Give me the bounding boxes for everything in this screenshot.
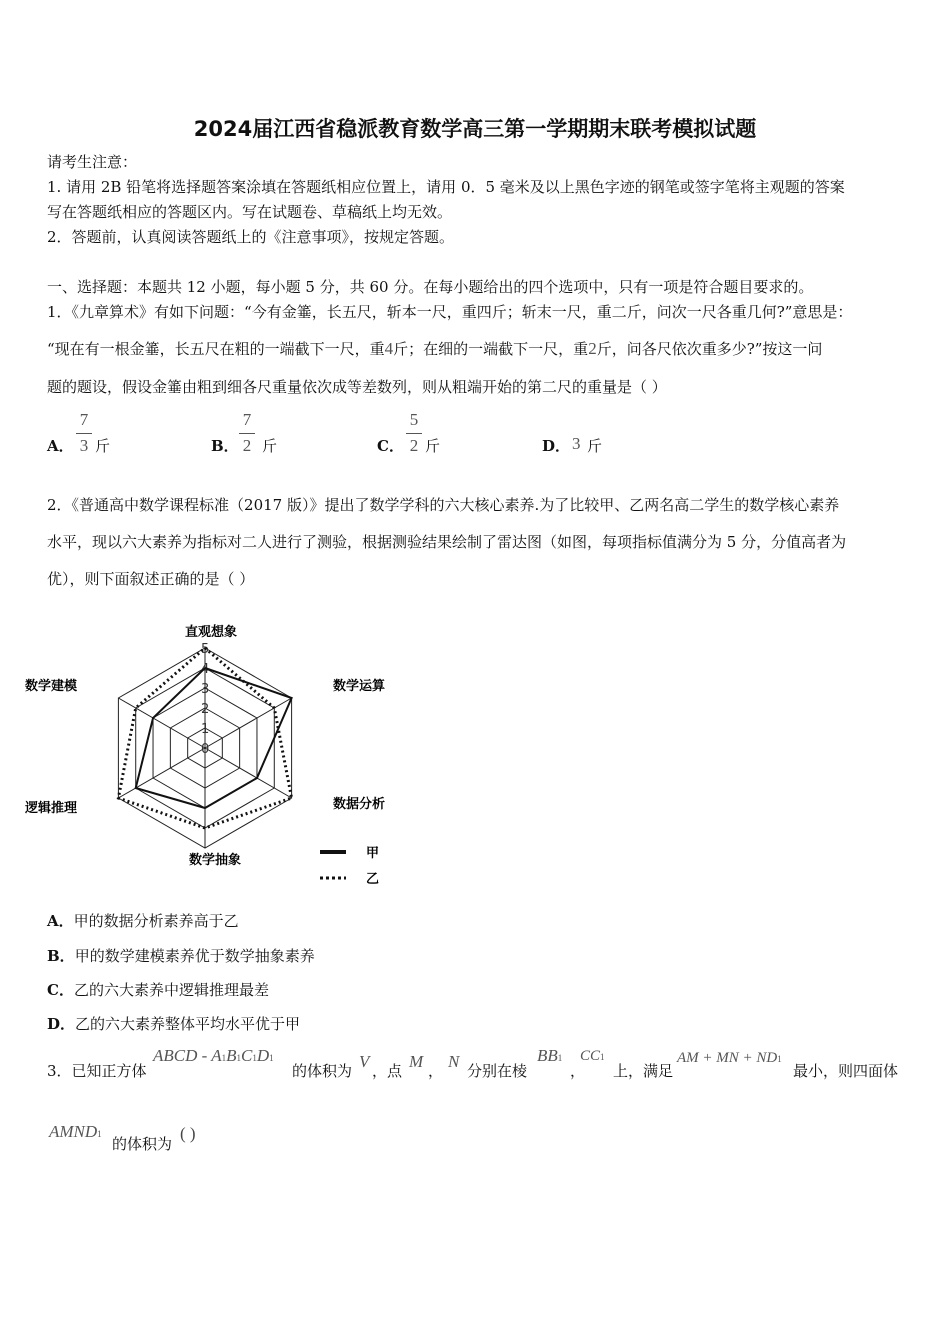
q3-text5: 最小，则四面体 bbox=[793, 1062, 899, 1080]
q3-sum-expression: AM + MN + ND1 bbox=[677, 1050, 782, 1066]
legend-label-yi: 乙 bbox=[366, 872, 380, 887]
radar-chart bbox=[24, 605, 390, 895]
q2-option-d[interactable]: D．乙的六大素养整体平均水平优于甲 bbox=[47, 1015, 301, 1033]
option-label: B． bbox=[211, 437, 239, 455]
tick-label: 3 bbox=[201, 682, 210, 697]
unit: 斤 bbox=[262, 437, 278, 455]
q2-line3: 优），则下面叙述正确的是（ ） bbox=[47, 570, 255, 588]
fraction-denominator: 3 bbox=[79, 436, 89, 455]
page-title: 2024届江西省稳派教育数学高三第一学期期末联考模拟试题 bbox=[193, 117, 757, 141]
legend-label-jia: 甲 bbox=[366, 846, 380, 861]
notice-item1-line2: 写在答题纸相应的答题区内。写在试题卷、草稿纸上均无效。 bbox=[47, 203, 453, 221]
notice-heading: 请考生注意： bbox=[47, 153, 138, 171]
q1-line2: “现在有一根金箠，长五尺在粗的一端截下一尺，重4斤；在细的一端截下一尺，重2斤，问各尺依次重多少?”按这一问 bbox=[47, 339, 823, 358]
fraction-bar bbox=[406, 433, 422, 434]
q3-var-m: M bbox=[409, 1052, 424, 1071]
series-jia bbox=[136, 668, 292, 808]
q1-line3: 题的题设，假设金箠由粗到细各尺重量依次成等差数列，则从粗端开始的第二尺的重量是（ ） bbox=[47, 378, 667, 396]
q3-comma2: ， bbox=[570, 1062, 586, 1080]
tick-label: 4 bbox=[201, 662, 210, 677]
axis-spoke bbox=[205, 698, 292, 748]
q2-line2: 水平，现以六大素养为指标对二人进行了测验，根据测验结果绘制了雷达图（如图，每项指标值满分为 5 分，分值高者为 bbox=[47, 533, 847, 551]
q3-text6: 的体积为 bbox=[112, 1135, 173, 1153]
tick-label: 5 bbox=[201, 642, 210, 657]
axis-label: 数据分析 bbox=[333, 797, 386, 812]
axis-label: 数学建模 bbox=[24, 679, 77, 694]
option-value: 3 bbox=[572, 434, 581, 453]
fraction-denominator: 2 bbox=[242, 436, 252, 455]
unit: 斤 bbox=[587, 437, 603, 455]
q3-comma: ， bbox=[428, 1062, 444, 1080]
q3-var-v: V bbox=[359, 1052, 370, 1071]
tick-label: 1 bbox=[201, 722, 210, 737]
axis-spoke bbox=[118, 698, 205, 748]
q3-prefix: 3．已知正方体 bbox=[47, 1062, 147, 1080]
fraction-numerator: 7 bbox=[79, 410, 89, 429]
q2-option-b[interactable]: B．甲的数学建模素养优于数学抽象素养 bbox=[47, 947, 315, 965]
option-label: C． bbox=[377, 437, 404, 455]
q2-line1: 2．《普通高中数学课程标准（2017 版）》提出了数学学科的六大核心素养.为了比较甲、乙两名高二学生的数学核心素养 bbox=[47, 496, 840, 514]
option-label: A． bbox=[47, 437, 74, 455]
q2-option-a[interactable]: A．甲的数据分析素养高于乙 bbox=[47, 912, 239, 930]
q3-text4: 上，满足 bbox=[613, 1062, 674, 1080]
q3-text3: 分别在棱 bbox=[467, 1062, 528, 1080]
axis-label: 数学抽象 bbox=[188, 853, 242, 868]
fraction-bar bbox=[76, 433, 92, 434]
q1-line1: 1．《九章算术》有如下问题：“今有金箠，长五尺，斩本一尺，重四斤；斩末一尺，重二斤，问次一尺各重几何?”意思是： bbox=[47, 303, 853, 321]
q3-text2: ，点 bbox=[372, 1062, 403, 1080]
fraction-denominator: 2 bbox=[409, 436, 419, 455]
notice-item2: 2．答题前，认真阅读答题纸上的《注意事项》，按规定答题。 bbox=[47, 228, 455, 246]
q3-var-n: N bbox=[448, 1052, 460, 1071]
q2-option-c[interactable]: C．乙的六大素养中逻辑推理最差 bbox=[47, 981, 269, 999]
q3-text1: 的体积为 bbox=[292, 1062, 353, 1080]
unit: 斤 bbox=[95, 437, 111, 455]
tick-label: 2 bbox=[201, 702, 210, 717]
tick-label: 0 bbox=[201, 742, 210, 757]
axis-label: 直观想象 bbox=[184, 625, 238, 640]
fraction-numerator: 7 bbox=[242, 410, 252, 429]
q3-tetrahedron: AMND1 bbox=[49, 1122, 102, 1141]
fraction-numerator: 5 bbox=[409, 410, 419, 429]
q3-edge-cc1: CC1 bbox=[580, 1048, 605, 1064]
q3-answer-paren: ( ) bbox=[180, 1124, 196, 1143]
axis-label: 数学运算 bbox=[333, 679, 386, 694]
fraction-bar bbox=[239, 433, 255, 434]
q3-cube-name: ABCD - A1B1C1D1 bbox=[153, 1046, 274, 1065]
q3-edge-bb1: BB1 bbox=[537, 1046, 563, 1065]
axis-spoke bbox=[118, 748, 205, 798]
axis-spoke bbox=[205, 748, 292, 798]
section-heading: 一、选择题：本题共 12 小题，每小题 5 分，共 60 分。在每小题给出的四个选项中，只有一项是符合题目要求的。 bbox=[47, 278, 814, 296]
notice-item1-line1: 1. 请用 2B 铅笔将选择题答案涂填在答题纸相应位置上，请用 0．5 毫米及以上黑色字迹的钢笔或签字笔将主观题的答案 bbox=[47, 178, 845, 196]
unit: 斤 bbox=[425, 437, 441, 455]
axis-label: 逻辑推理 bbox=[24, 801, 77, 816]
option-label: D． bbox=[542, 437, 571, 455]
